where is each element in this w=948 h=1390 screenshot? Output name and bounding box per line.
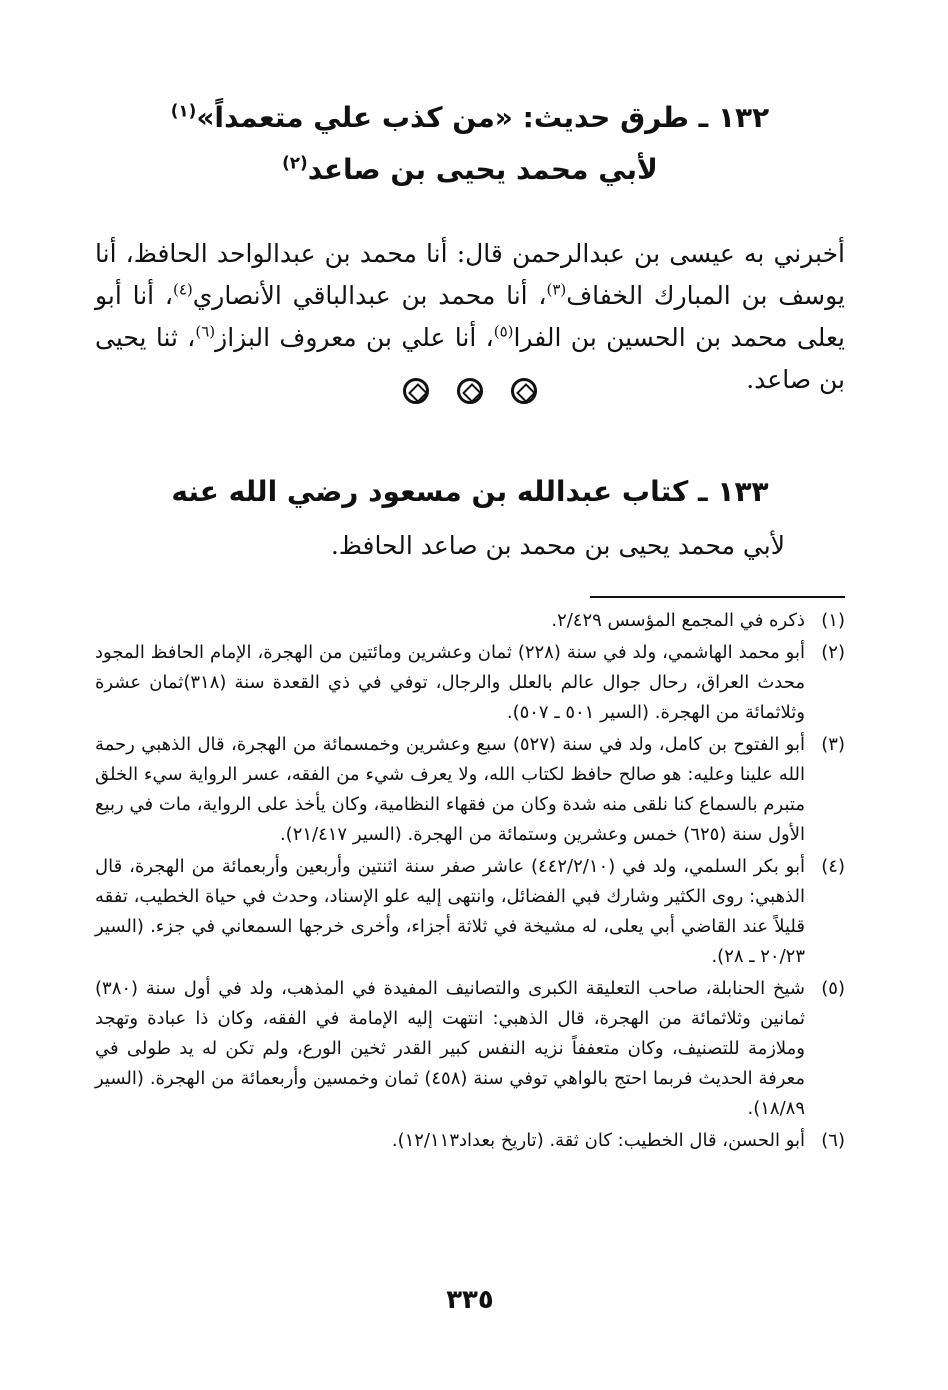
footnote-ref-6: (٦)	[195, 322, 216, 341]
section-133-subtitle: لأبي محمد يحيى بن محمد بن صاعد الحافظ.	[330, 531, 785, 560]
footnote-text: شيخ الحنابلة، صاحب التعليقة الكبرى والتصانيف المفيدة في المذهب، ولد في أول سنة (٣٨٠) ثمانين وثلاثمائة من الهجرة، قال الذهبي: انتهت إليه الإمامة في الفقه، وكان ذا عبادة وتهجد وملازمة للتصنيف، وكان متعففاً نزيه النفس كبير القدر ثخين الورع، ولم تكن له يد طولى في معرفة الحديث فربما احتج بالواهي توفي سنة (٤٥٨) ثمان وخمسين وأربعمائة من الهجرة. (السير ١٨/٨٩).	[95, 978, 805, 1119]
footnote	[95, 974, 845, 1124]
footnote-number: (٣)	[821, 734, 845, 755]
footnote-ref-1: (١)	[170, 100, 197, 121]
footnote	[95, 638, 845, 728]
footnote-number: (٦)	[821, 1130, 845, 1151]
section-133-heading: ١٣٣ ـ كتاب عبدالله بن مسعود رضي الله عنه	[171, 475, 769, 508]
isnad-part-1: أخبرني به عيسى بن عبدالرحمن قال: أنا محمد بن عبدالواحد الحافظ، أنا يوسف بن المبارك الخفاف	[95, 239, 846, 310]
isnad-part-5: ، ثنا يحيى بن صاعد.	[95, 323, 845, 394]
section-divider-ornaments	[95, 378, 845, 404]
footnote-number: (١)	[821, 610, 845, 631]
footnote	[95, 730, 845, 850]
footnote-number: (٢)	[821, 642, 845, 663]
section-132-title: ١٣٢ ـ طرق حديث: «من كذب علي متعمداً»	[196, 101, 770, 134]
isnad-part-4: ، أنا علي بن معروف البزاز	[215, 323, 494, 352]
section-132-heading	[95, 96, 845, 140]
footnote-number: (٥)	[821, 978, 845, 999]
isnad-paragraph	[95, 233, 845, 401]
knot-ornament-icon	[403, 378, 429, 404]
footnote-ref-4: (٤)	[172, 280, 193, 299]
footnote	[95, 606, 845, 636]
isnad-part-2: ، أنا محمد بن عبدالباقي الأنصاري	[192, 281, 547, 310]
footnote-text: ذكره في المجمع المؤسس ٢/٤٢٩.	[551, 610, 805, 631]
footnote-text: أبو الفتوح بن كامل، ولد في سنة (٥٢٧) سبع وعشرين وخمسمائة من الهجرة، قال الذهبي رحمة الله علينا وعليه: هو صالح حافظ لكتاب الله، ولا يعرف شيء من الفقه، عسر الرواية سيء الخلق متبرم بالسماع كنا نلقى منه شدة وكان من فقهاء النظامية، وكان يأخذ على الرواية، مات في ربيع الأول سنة (٦٢٥) خمس وعشرين وستمائة من الهجرة. (السير ٢١/٤١٧).	[95, 734, 805, 845]
footnote	[95, 852, 845, 972]
knot-ornament-icon	[511, 378, 537, 404]
footnote-text: أبو محمد الهاشمي، ولد في سنة (٢٢٨) ثمان وعشرين ومائتين من الهجرة، الإمام الحافظ المجود محدث العراق، رحال جوال عالم بالعلل والرجال، توفي في ذي القعدة سنة (٣١٨)ثمان عشرة وثلاثمائة من الهجرة. (السير ٥٠١ ـ ٥٠٧).	[95, 642, 805, 723]
section-132-author-text: لأبي محمد يحيى بن صاعد	[307, 153, 658, 186]
footnote-separator	[590, 596, 845, 598]
footnote	[95, 1126, 845, 1156]
book-page	[95, 0, 845, 1390]
footnote-ref-5: (٥)	[493, 322, 514, 341]
footnote-text: أبو بكر السلمي، ولد في (٤٤٢/٢/١٠) عاشر صفر سنة اثنتين وأربعين وأربعمائة من الهجرة، قال الذهبي: روى الكثير وشارك فبي الفضائل، وانتهى إليه علو الإسناد، وحدث في حياة الخطيب، تفقه قليلاً عند القاضي أبي يعلى، له مشيخة في ثلاثة أجزاء، وأخرى خرجها السمعاني في جزء. (السير ٢٠/٢٣ ـ ٢٨).	[95, 856, 805, 967]
isnad-part-3: ، أنا أبو يعلى محمد بن الحسين بن الفرا	[95, 281, 845, 352]
footnote-ref-3: (٣)	[546, 280, 567, 299]
footnote-ref-2: (٢)	[282, 152, 308, 173]
footnote-number: (٤)	[821, 856, 845, 877]
footnote-text: أبو الحسن، قال الخطيب: كان ثقة. (تاريخ بعداد١٢/١١٣).	[391, 1130, 805, 1151]
page-number: ٣٣٥	[446, 1285, 494, 1315]
knot-ornament-icon	[457, 378, 483, 404]
section-132-author	[95, 148, 845, 192]
footnotes	[95, 606, 845, 1158]
